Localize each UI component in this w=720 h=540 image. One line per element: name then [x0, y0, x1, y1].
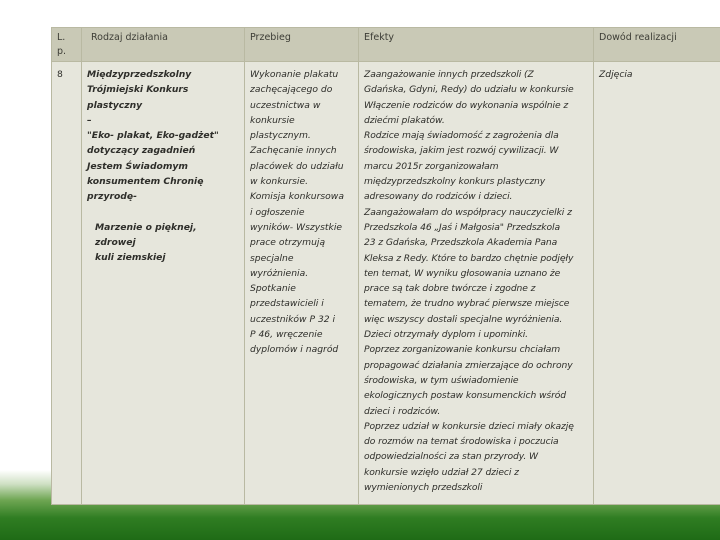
- efekty-line: ten temat, W wyniku głosowania uznano że: [364, 267, 561, 279]
- cell-rodzaj-dzialania: [82, 62, 245, 505]
- efekty-line: środowiska, w tym uświadomienie: [364, 374, 519, 386]
- efekty-line: Przedszkola 46 „Jaś i Małgosia" Przedszkola: [364, 221, 560, 233]
- przebieg-line: przedstawicieli i: [250, 298, 324, 310]
- efekty-line: propagować działania zmierzające do ochrony: [364, 359, 573, 371]
- report-table: [51, 27, 720, 505]
- przebieg-line: plastycznym.: [250, 130, 311, 142]
- efekty-line: adresowany do rodziców i dzieci.: [364, 191, 513, 203]
- header-lp: L. p.: [52, 28, 82, 62]
- przebieg-line: specjalne: [250, 252, 294, 264]
- cell-dowod-realizacji: Zdjęcia: [594, 62, 720, 505]
- rodzaj-motto-line: kuli ziemskiej: [95, 252, 166, 264]
- przebieg-line: w konkursie.: [250, 176, 309, 188]
- przebieg-line: i ogłoszenie: [250, 206, 305, 218]
- przebieg-line: zachęcającego do: [250, 84, 333, 96]
- przebieg-line: Spotkanie: [250, 283, 296, 295]
- rodzaj-motto-line: Marzenie o pięknej, zdrowej: [95, 221, 197, 248]
- efekty-line: Zaangażowanie innych przedszkoli (Z: [364, 69, 534, 80]
- przebieg-line: prace otrzymują: [250, 237, 326, 249]
- przebieg-line: Zachęcanie innych: [250, 145, 337, 157]
- rodzaj-line: dotyczący zagadnień: [87, 145, 196, 157]
- efekty-line: marcu 2015r zorganizowałam: [364, 160, 499, 172]
- spacer: [87, 205, 239, 220]
- header-efekty: Efekty: [359, 28, 594, 62]
- przebieg-line: konkursie: [250, 114, 295, 126]
- efekty-line: wymienionych przedszkoli: [364, 482, 483, 494]
- efekty-line: Zaangażowałam do współpracy nauczycielki z: [364, 206, 572, 218]
- efekty-line: konkursie wzięło udział 27 dzieci z: [364, 466, 519, 478]
- efekty-line: Gdańska, Gdyni, Redy) do udziału w konkursie: [364, 84, 574, 96]
- efekty-line: Włączenie rodziców do wykonania wspólnie z: [364, 99, 569, 111]
- rodzaj-line: "Eko- plakat, Eko-gadżet": [87, 130, 219, 142]
- efekty-line: Dzieci otrzymały dyplom i upominki.: [364, 329, 528, 341]
- cell-lp: 8: [52, 62, 82, 505]
- header-row: [52, 28, 720, 62]
- efekty-line: odpowiedzialności za stan przyrody. W: [364, 451, 538, 463]
- rodzaj-line: Międzyprzedszkolny: [87, 69, 192, 80]
- przebieg-line: dyplomów i nagród: [250, 344, 339, 356]
- rodzaj-line: Jestem Świadomym: [87, 160, 188, 172]
- efekty-line: Poprzez zorganizowanie konkursu chciałam: [364, 344, 561, 356]
- przebieg-line: Wykonanie plakatu: [250, 69, 339, 80]
- przebieg-line: placówek do udziału: [250, 160, 344, 172]
- przebieg-line: Komisja konkursowa: [250, 191, 344, 203]
- efekty-line: 23 z Gdańska, Przedszkola Akademia Pana: [364, 237, 558, 249]
- rodzaj-line: –: [87, 114, 92, 126]
- efekty-line: prace są tak dobre twórcze i zgodne z: [364, 283, 536, 295]
- header-dowod-realizacji: Dowód realizacji: [594, 28, 720, 62]
- efekty-line: do rozmów na temat środowiska i poczucia: [364, 436, 559, 448]
- efekty-line: Poprzez udział w konkursie dzieci miały okazję: [364, 420, 574, 432]
- efekty-line: więc wszyscy dostali specjalne wyróżnienia.: [364, 313, 563, 325]
- efekty-line: ekologicznych postaw konsumenckich wśród: [364, 390, 567, 402]
- efekty-line: dziećmi plakatów.: [364, 114, 445, 126]
- rodzaj-line: przyrodę-: [87, 191, 137, 203]
- efekty-line: międzyprzedszkolny konkurs plastyczny: [364, 176, 546, 188]
- przebieg-line: wyróżnienia.: [250, 267, 309, 279]
- przebieg-line: uczestnictwa w: [250, 99, 321, 111]
- efekty-line: dzieci i rodziców.: [364, 405, 441, 417]
- przebieg-line: uczestników P 32 i: [250, 313, 336, 325]
- header-rodzaj-dzialania: Rodzaj działania: [82, 28, 245, 62]
- efekty-line: tematem, że trudno wybrać pierwsze miejsce: [364, 298, 570, 310]
- przebieg-line: P 46, wręczenie: [250, 329, 323, 341]
- efekty-line: środowiska, jakim jest rozwój cywilizacji. W: [364, 145, 559, 157]
- efekty-line: Kleksa z Redy. Które to bardzo chętnie podjęły: [364, 252, 574, 264]
- rodzaj-line: konsumentem Chronię: [87, 176, 204, 188]
- przebieg-line: wyników- Wszystkie: [250, 221, 343, 233]
- rodzaj-line: Trójmiejski Konkurs plastyczny: [87, 84, 189, 111]
- header-przebieg: Przebieg: [245, 28, 359, 62]
- table-row: [52, 62, 720, 505]
- cell-przebieg: [245, 62, 359, 505]
- efekty-line: Rodzice mają świadomość z zagrożenia dla: [364, 130, 559, 142]
- cell-efekty: [359, 62, 594, 505]
